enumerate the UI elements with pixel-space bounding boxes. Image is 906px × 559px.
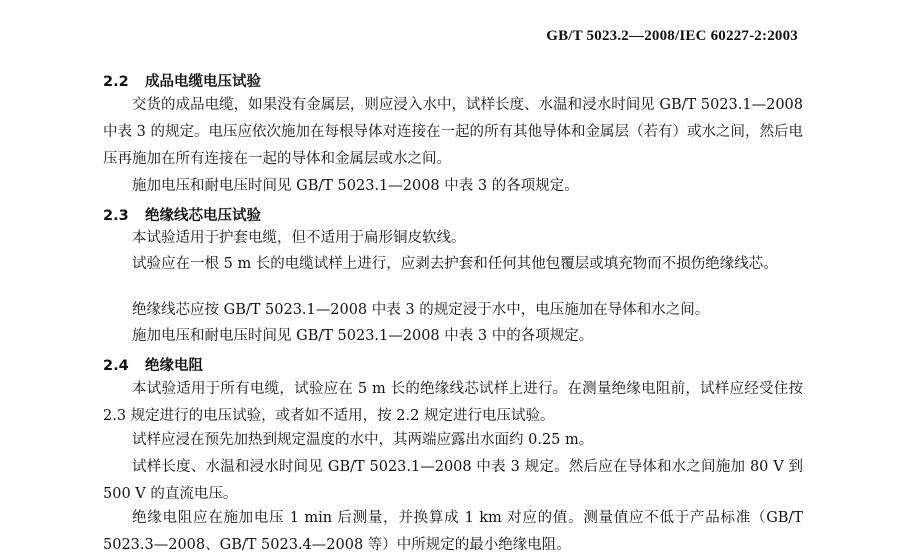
paragraph: 本试验适用于护套电缆，但不适用于扁形铜皮软线。 [132, 230, 466, 246]
paragraph: 试样长度、水温和浸水时间见 GB/T 5023.1—2008 中表 3 规定。然后应在导体和水之间施加 80 V 到 500 V 的直流电压。 [103, 459, 803, 502]
section-number: 2.4 [103, 358, 129, 374]
section-number: 2.2 [103, 74, 129, 90]
section-title: 绝缘电阻 [145, 358, 203, 374]
section-heading-2-2 [103, 70, 261, 91]
paragraph: 绝缘线芯应按 GB/T 5023.1—2008 中表 3 的规定浸于水中，电压施加在导体和水之间。 [132, 302, 710, 318]
paragraph: 施加电压和耐电压时间见 GB/T 5023.1—2008 中表 3 的各项规定。 [132, 178, 579, 194]
paragraph: 交货的成品电缆，如果没有金属层，则应浸入水中，试样长度、水温和浸水时间见 GB/T 5023.1—2008 中表 3 的规定。电压应依次施加在每根导体对连接在一起的所有其他导体和金属层（若有）或水之间，然后电压再施加在所有连接在一起的导体和金属层或水之间。 [103, 97, 803, 167]
section-title: 成品电缆电压试验 [145, 74, 261, 90]
section-heading-2-3 [103, 204, 261, 225]
paragraph: 本试验适用于所有电缆，试验应在 5 m 长的绝缘线芯试样上进行。在测量绝缘电阻前，试样应经受住按 2.3 规定进行的电压试验，或者如不适用，按 2.2 规定进行电压试验。 [103, 381, 803, 424]
standard-header: GB/T 5023.2—2008/IEC 60227-2:2003 [546, 28, 798, 44]
section-number: 2.3 [103, 208, 129, 224]
paragraph: 绝缘电阻应在施加电压 1 min 后测量，并换算成 1 km 对应的值。测量值应不低于产品标准（GB/T 5023.3—2008、GB/T 5023.4—2008 等）中所规定的最小绝缘电阻。 [103, 510, 803, 553]
section-title: 绝缘线芯电压试验 [145, 208, 261, 224]
section-heading-2-4 [103, 354, 203, 375]
paragraph: 试验应在一根 5 m 长的电缆试样上进行，应剥去护套和任何其他包覆层或填充物而不损伤绝缘线芯。 [132, 256, 778, 272]
paragraph: 试样应浸在预先加热到规定温度的水中，其两端应露出水面约 0.25 m。 [132, 432, 594, 448]
paragraph: 施加电压和耐电压时间见 GB/T 5023.1—2008 中表 3 中的各项规定。 [132, 328, 594, 344]
